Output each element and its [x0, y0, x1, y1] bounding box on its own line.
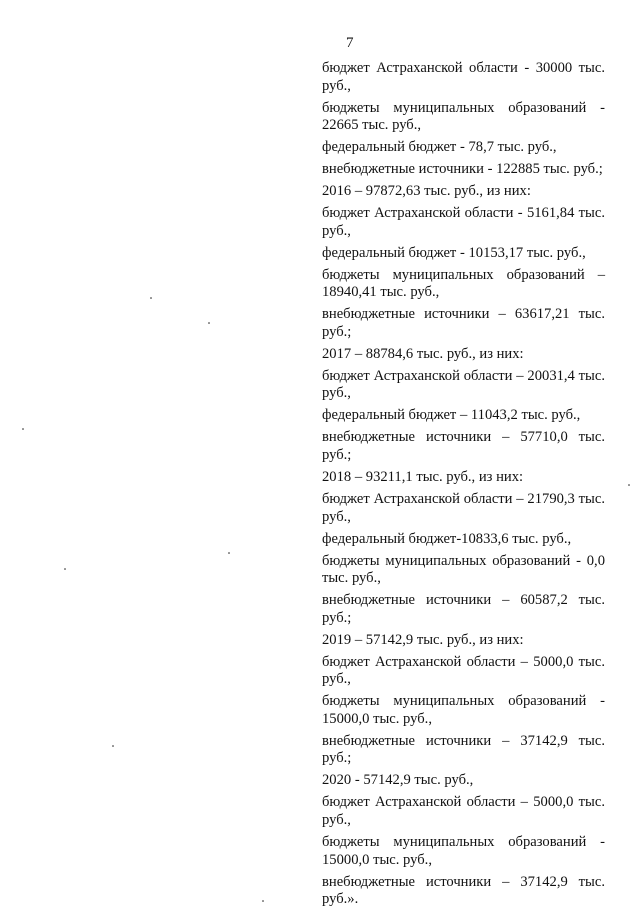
paragraph: бюджеты муниципальных образований - 15000,0 тыс. руб., — [322, 833, 605, 868]
year-total: 2018 – 93211,1 тыс. руб., из них: — [322, 468, 524, 485]
paragraph: внебюджетные источники – 37142,9 тыс. руб.». — [322, 873, 605, 908]
paragraph: внебюджетные источники - 122885 тыс. руб.; — [322, 161, 603, 178]
paragraph: внебюджетные источники – 60587,2 тыс. руб.; — [322, 592, 605, 626]
paragraph: федеральный бюджет-10833,6 тыс. руб., — [322, 530, 572, 547]
paragraph: бюджет Астраханской области – 5000,0 тыс. руб., — [322, 794, 605, 828]
scan-speck — [22, 428, 24, 430]
scan-speck — [628, 484, 630, 486]
paragraph: бюджет Астраханской области – 20031,4 тыс. руб., — [322, 367, 605, 402]
year-total: 2017 – 88784,6 тыс. руб., из них: — [322, 345, 524, 362]
scan-speck — [150, 297, 152, 299]
paragraph: бюджеты муниципальных образований – 18940,41 тыс. руб., — [322, 266, 605, 301]
paragraph: федеральный бюджет - 10153,17 тыс. руб., — [322, 244, 586, 261]
paragraph: внебюджетные источники – 63617,21 тыс. руб.; — [322, 306, 605, 340]
scan-speck — [64, 568, 66, 570]
year-total: 2019 – 57142,9 тыс. руб., из них: — [322, 631, 524, 648]
paragraph: внебюджетные источники – 37142,9 тыс. руб.; — [322, 732, 605, 767]
scan-speck — [112, 745, 114, 747]
year-total: 2016 – 97872,63 тыс. руб., из них: — [322, 183, 531, 200]
scan-speck — [208, 322, 210, 324]
paragraph: бюджеты муниципальных образований - 0,0 тыс. руб., — [322, 552, 605, 587]
paragraph: федеральный бюджет – 11043,2 тыс. руб., — [322, 407, 581, 424]
scan-speck — [228, 552, 230, 554]
paragraph: бюджет Астраханской области - 5161,84 тыс. руб., — [322, 205, 605, 239]
year-total: 2020 - 57142,9 тыс. руб., — [322, 772, 474, 789]
paragraph: внебюджетные источники – 57710,0 тыс. руб.; — [322, 429, 605, 463]
paragraph: бюджеты муниципальных образований - 15000,0 тыс. руб., — [322, 693, 605, 727]
paragraph: федеральный бюджет - 78,7 тыс. руб., — [322, 139, 557, 156]
scan-speck — [262, 900, 264, 902]
paragraph: бюджет Астраханской области - 30000 тыс. руб., — [322, 60, 605, 94]
page-number: 7 — [346, 35, 354, 51]
paragraph: бюджет Астраханской области – 21790,3 тыс. руб., — [322, 490, 605, 525]
paragraph: бюджеты муниципальных образований - 22665 тыс. руб., — [322, 99, 605, 134]
funding-text-block — [322, 60, 605, 913]
paragraph: бюджет Астраханской области – 5000,0 тыс. руб., — [322, 653, 605, 688]
